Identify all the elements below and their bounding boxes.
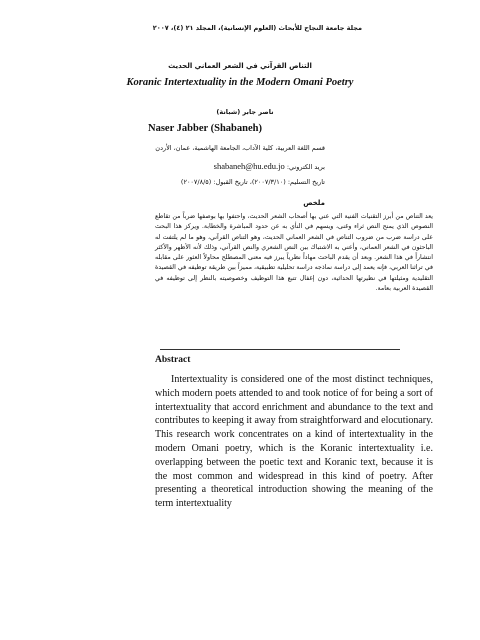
arabic-abstract-body: يعد التناص من أبرز التقنيات الفنية التي عني بها أصحاب الشعر الحديث، واحتفوا بها بوصفها ضرباً من تقاطع النصوص الذي يمنح النص ثراء وغنى، ويسهم في النأي به عن حدود المباشرة والخطابة. ويركز هذا البحث على دراسة ضرب من ضروب التناص في الشعر العماني الحديث، وهو التناص القرآني، وهو ما لم يلتفت له الباحثون في الشعر العماني، وأعني به الاشتباك بين النص الشعري والنص القرآني، وذلك لأنه الأظهر والأكثر انتشاراً في هذا الشعر. وبعد أن يقدم الباحث مهاداً نظرياً يبرز فيه معنى المصطلح محاولاً العثور على مقابله في تراثنا العربي، فإنه يعمد إلى دراسة نماذجه دراسة تحليلية تطبيقية، مميزاً بين طريقة توظيفه في القصيدة التقليدية ومثيلتها في نظيرتها الحداثية، دون إغفال تتبع هذا التوظيف وخصوصيته بالنظر إلى توظيفه في القصيدة العربية بعامة. [155,213,433,293]
author-name-arabic: ناصر جابر (شبانة) [216,108,274,116]
author-name-english: Naser Jabber (Shabaneh) [148,123,262,134]
english-abstract-heading: Abstract [155,355,191,365]
section-divider [160,349,400,350]
english-title: Koranic Intertextuality in the Modern Omani Poetry [126,77,354,88]
email-line [25,161,325,171]
arabic-abstract-heading: ملخص [303,199,325,207]
running-header: مجلة جامعة النجاح للأبحاث (العلوم الإنسانية)، المجلد ٢١ (٤)، ٢٠٠٧ [152,24,362,32]
author-email[interactable]: shabaneh@hu.edu.jo [213,161,285,171]
submission-dates: تاريخ التسليم: (٢٠٠٧/٣/١٠)، تاريخ القبول: (٢٠٠٧/٨/٥) [180,178,325,186]
email-label: بريد الكتروني: [286,163,325,171]
arabic-title: التناص القرآني في الشعر العماني الحديث [168,62,312,70]
english-abstract-body: Intertextuality is considered one of the most distinct techniques, which modern poets attended to and took notice of for being a sort of intertextuality that accord enrichment and abundance to the text and contributes to keeping it away from straightforward and elocutionary. This research work concentrates on a kind of intertextuality in the modern Omani poetry, which is the Koranic intertextuality i.e. overlapping between the poetic text and Koranic text, because it is the most common and widespread in this kind of poetry. After presenting a theoretical introduction showing the meaning of the term intertextuality [155,374,433,510]
author-affiliation: قسم اللغة العربية، كلية الآداب، الجامعة الهاشمية، عمان، الأردن [155,144,325,152]
